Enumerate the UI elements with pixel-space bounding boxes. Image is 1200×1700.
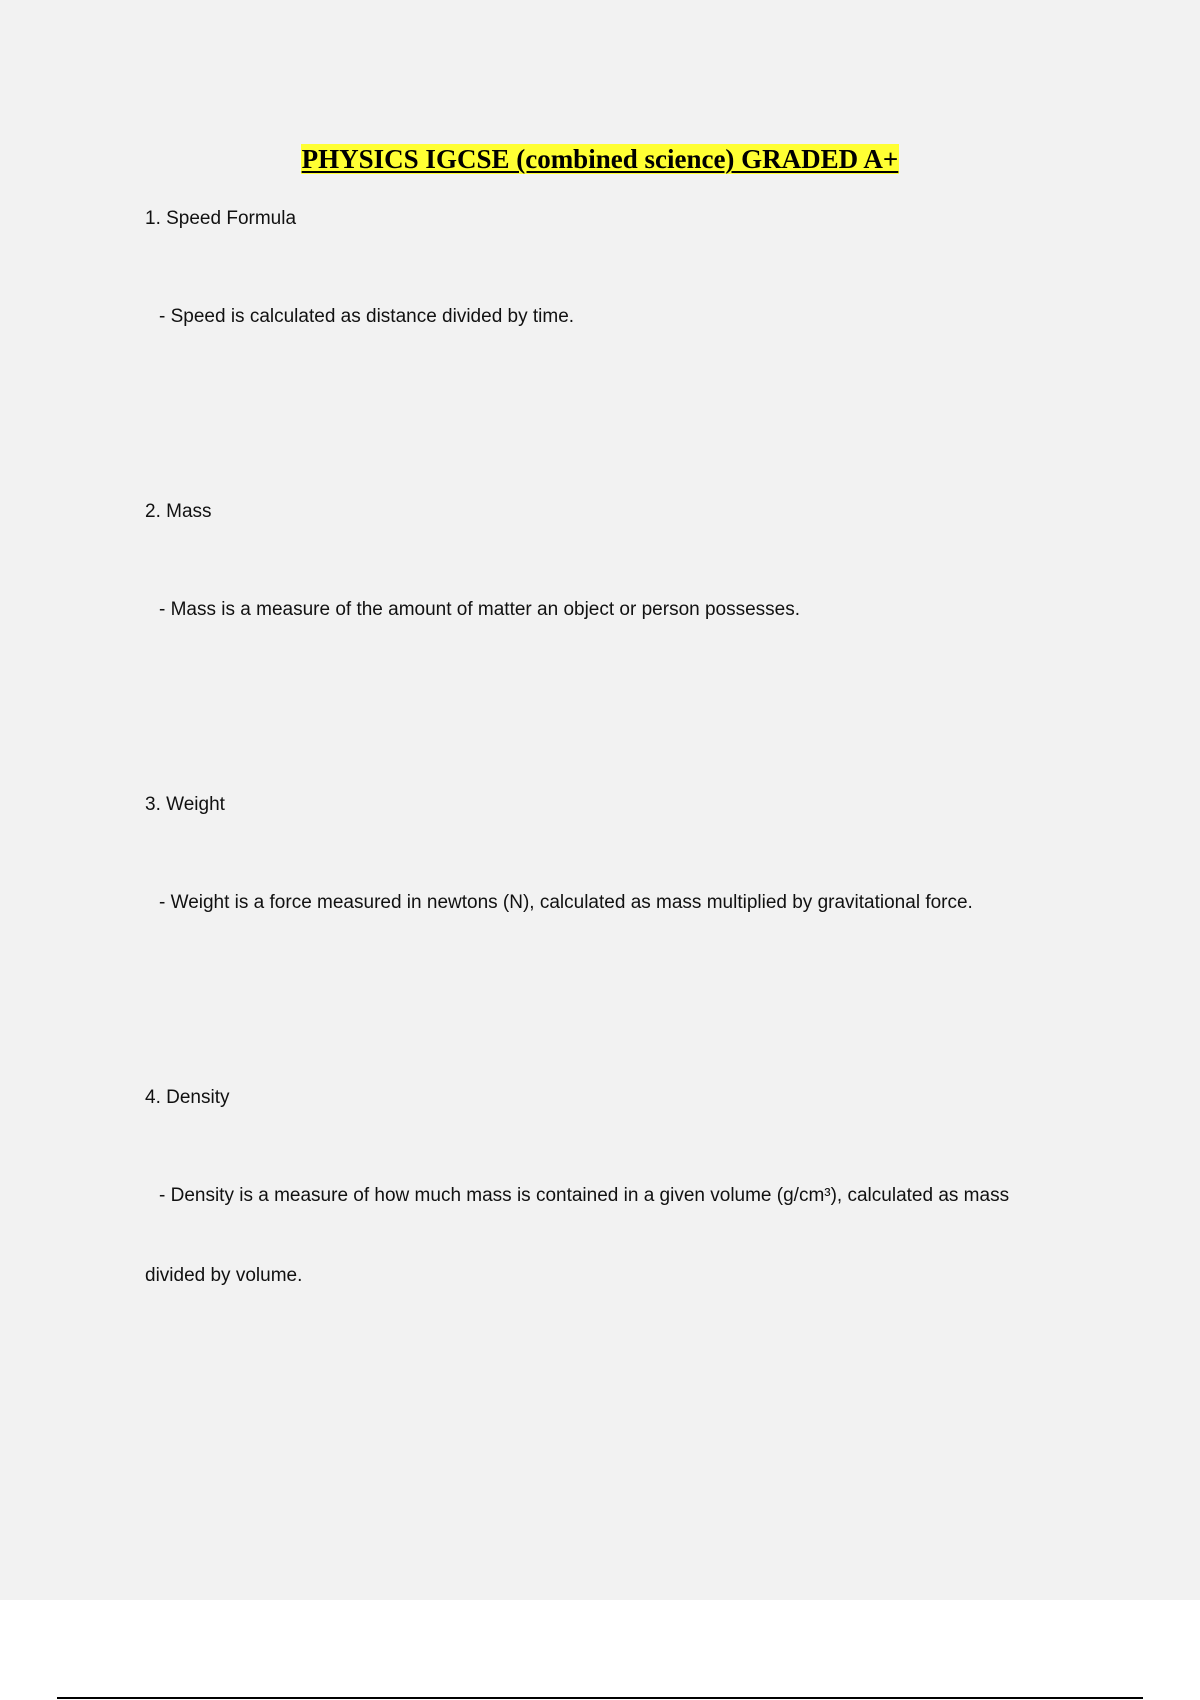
document-title <box>0 143 1200 175</box>
document-title-text: PHYSICS IGCSE (combined science) GRADED A+ <box>301 144 899 174</box>
item-body-weight: - Weight is a force measured in newtons (N), calculated as mass multiplied by gravitational force. <box>159 892 973 913</box>
item-heading-mass: 2. Mass <box>145 501 212 522</box>
footer-divider <box>57 1697 1143 1699</box>
item-heading-density: 4. Density <box>145 1087 230 1108</box>
item-body-density-continued: divided by volume. <box>145 1265 303 1286</box>
item-heading-speed-formula: 1. Speed Formula <box>145 208 297 229</box>
item-body-mass: - Mass is a measure of the amount of matter an object or person possesses. <box>159 599 801 620</box>
item-body-density: - Density is a measure of how much mass is contained in a given volume (g/cm³), calculated as mass <box>159 1185 1010 1206</box>
item-body-speed-formula: - Speed is calculated as distance divided by time. <box>159 306 575 327</box>
item-heading-weight: 3. Weight <box>145 794 225 815</box>
